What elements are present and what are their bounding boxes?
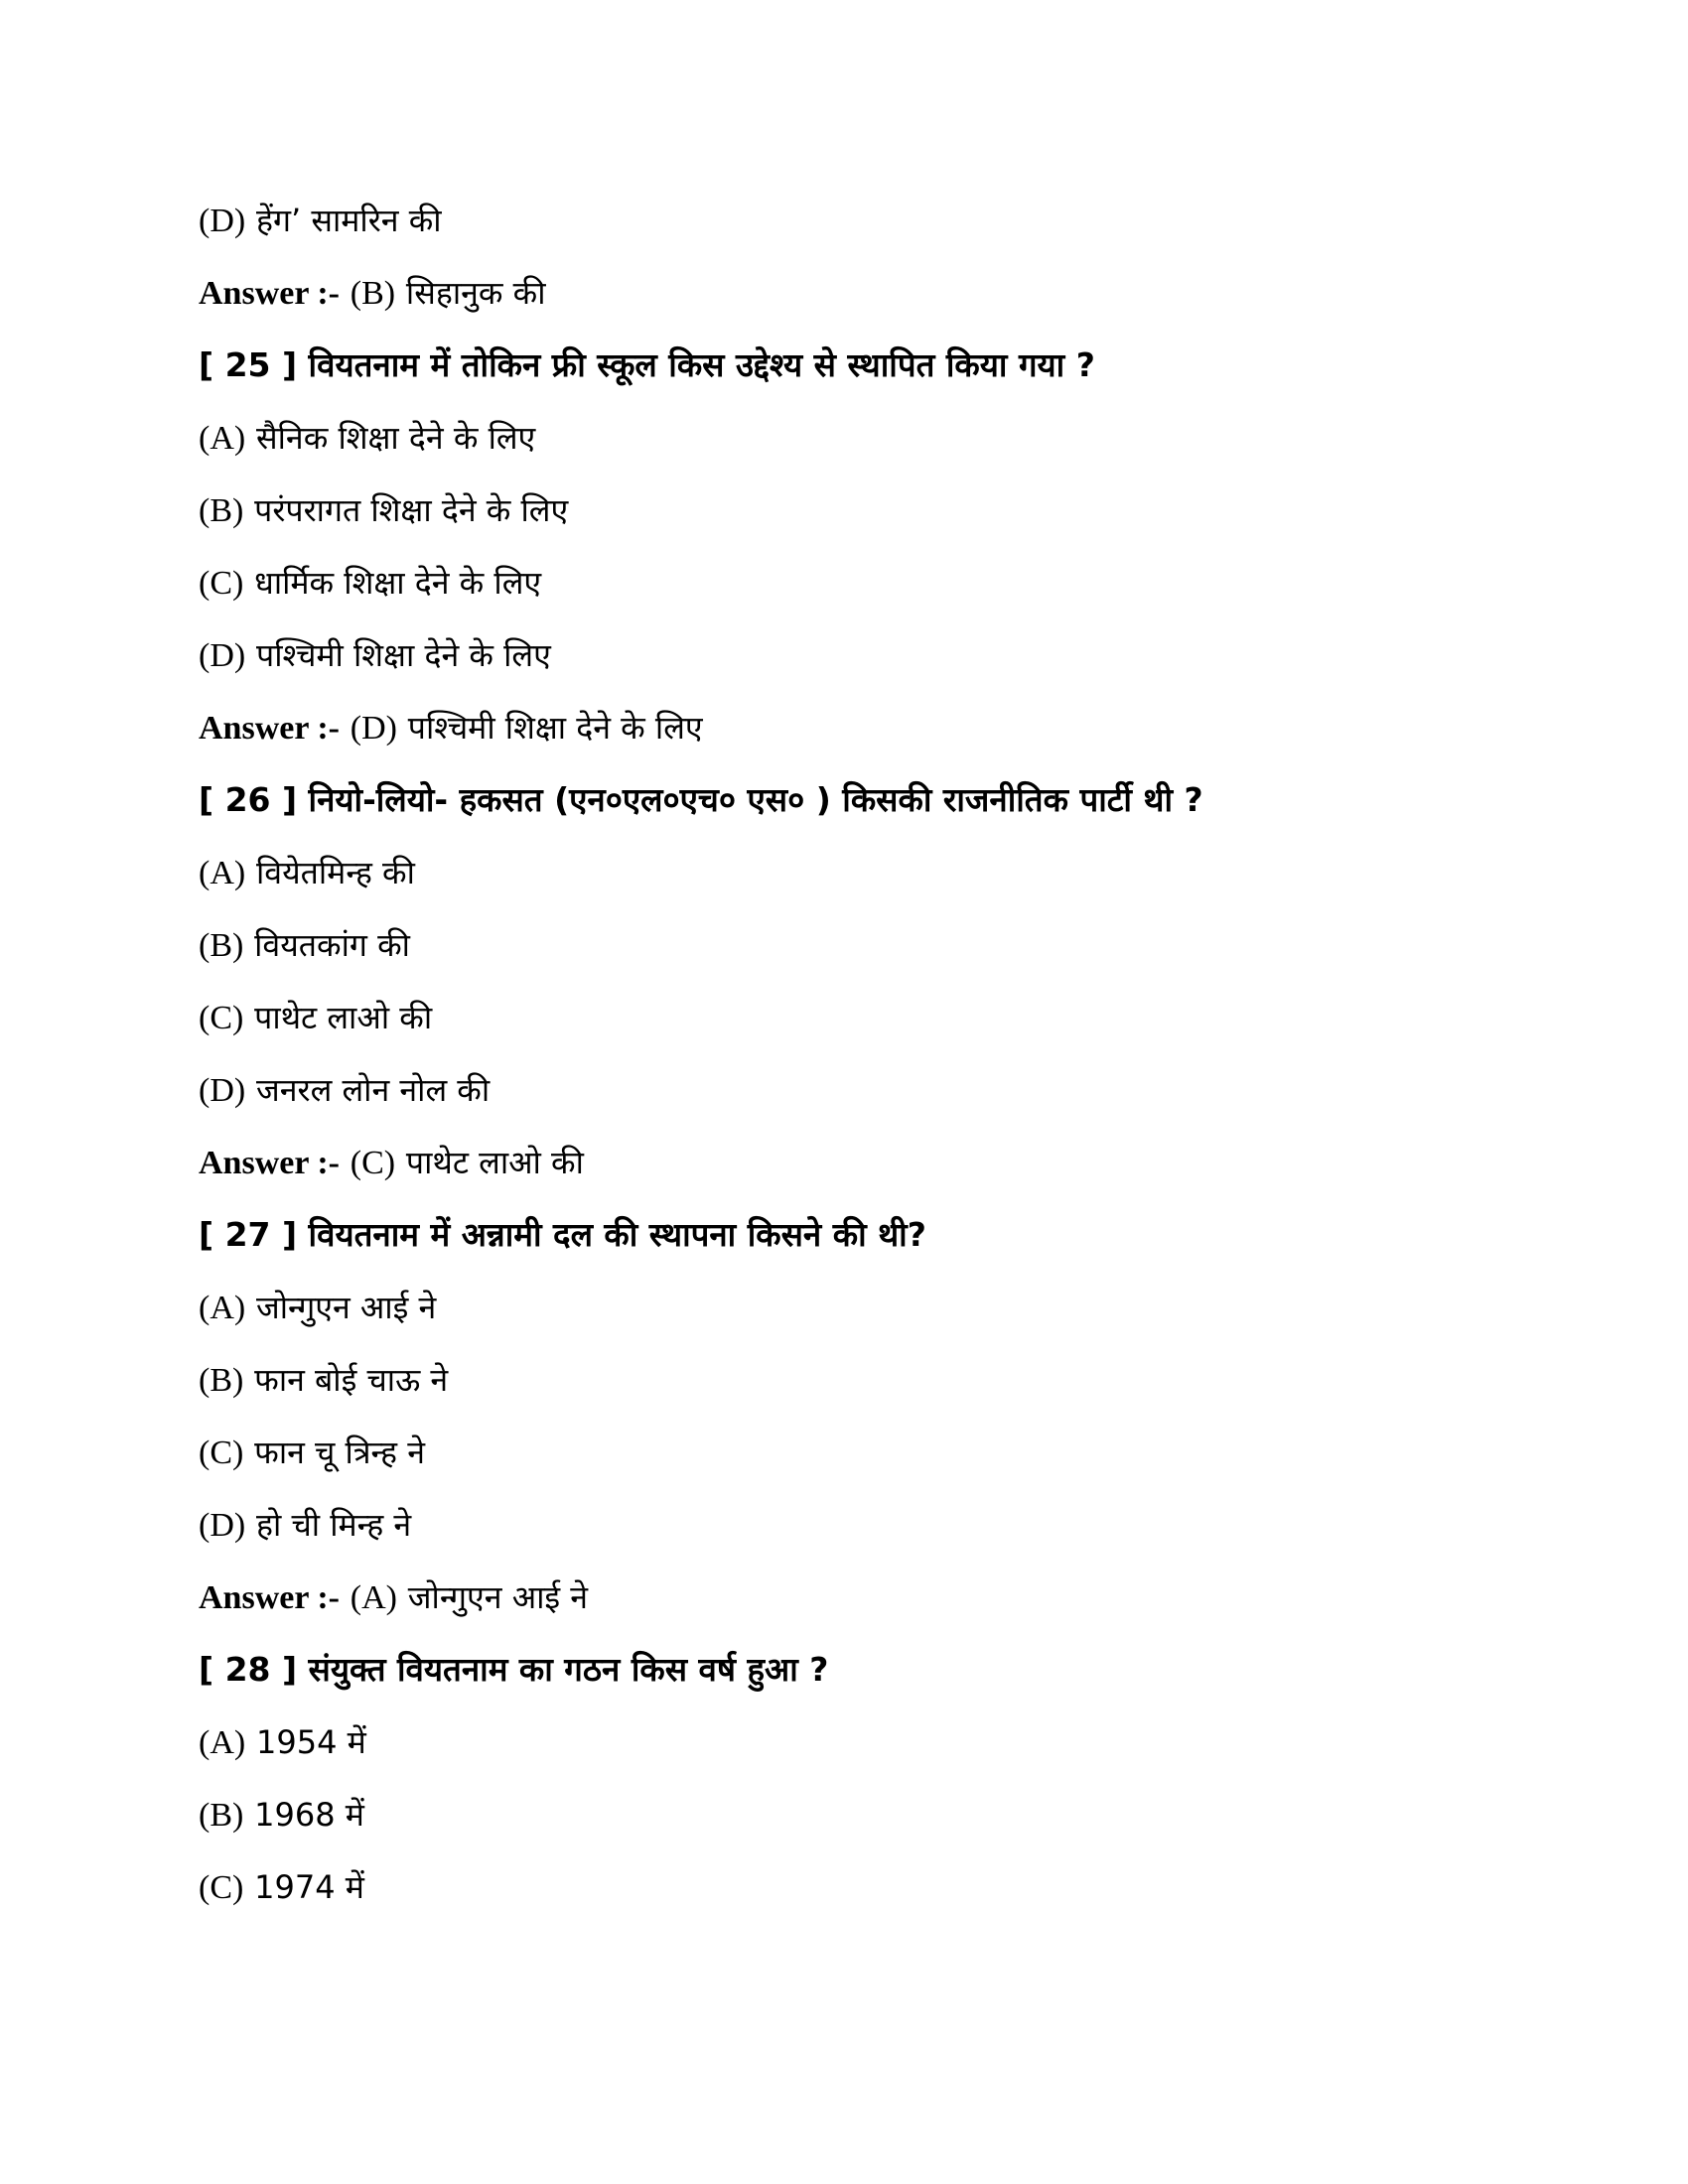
answer-label: Answer :- xyxy=(199,1579,340,1616)
option-text: वियेतमिन्ह की xyxy=(256,854,415,891)
option-line xyxy=(199,1068,490,1113)
option-key: (C) xyxy=(199,1869,244,1906)
option-line xyxy=(199,1865,364,1910)
option-key: (B) xyxy=(199,1797,244,1834)
question-28: [ 28 ] संयुक्त वियतनाम का गठन किस वर्ष हुआ ? xyxy=(199,1650,829,1689)
option-key: (D) xyxy=(199,203,246,239)
option-line xyxy=(199,996,432,1040)
option-line xyxy=(199,488,568,533)
answer-line xyxy=(199,706,703,751)
question-25: [ 25 ] वियतनाम में तोकिन फ्री स्कूल किस उद्देश्य से स्थापित किया गया ? xyxy=(199,345,1095,384)
option-text: 1974 में xyxy=(254,1868,364,1906)
option-line xyxy=(199,416,535,461)
option-text: हेंग’ सामरिन की xyxy=(256,202,442,239)
option-line xyxy=(199,1503,411,1548)
option-key: (D) xyxy=(199,1507,246,1544)
answer-text: जोन्गुएन आई ने xyxy=(407,1578,589,1616)
answer-line xyxy=(199,1575,588,1620)
question-26: [ 26 ] नियो-लियो- हकसत (एन०एल०एच० एस० ) किसकी राजनीतिक पार्टी थी ? xyxy=(199,780,1203,819)
answer-key: (D) xyxy=(350,710,397,747)
option-text: पाथेट लाओ की xyxy=(254,999,433,1036)
option-line xyxy=(199,1286,436,1330)
option-text: धार्मिक शिक्षा देने के लिए xyxy=(254,564,542,602)
option-text: वियतकांग की xyxy=(254,926,410,964)
option-key: (B) xyxy=(199,492,244,529)
answer-key: (A) xyxy=(350,1579,397,1616)
option-text: परंपरागत शिक्षा देने के लिए xyxy=(254,491,569,529)
answer-label: Answer :- xyxy=(199,1145,340,1181)
answer-line xyxy=(199,271,546,316)
answer-line xyxy=(199,1141,584,1185)
option-text: जनरल लोन नोल की xyxy=(256,1071,491,1109)
answer-label: Answer :- xyxy=(199,275,340,312)
option-key: (C) xyxy=(199,1000,244,1036)
answer-key: (B) xyxy=(350,275,396,312)
answer-text: सिहानुक की xyxy=(405,274,546,312)
option-key: (B) xyxy=(199,1362,244,1399)
option-text: फान चू त्रिन्ह ने xyxy=(254,1433,425,1471)
option-text: पश्चिमी शिक्षा देने के लिए xyxy=(256,636,551,674)
option-line xyxy=(199,1358,448,1403)
option-key: (D) xyxy=(199,637,246,674)
option-key: (A) xyxy=(199,1290,246,1326)
option-key: (A) xyxy=(199,1724,246,1761)
option-key: (C) xyxy=(199,1434,244,1471)
option-key: (B) xyxy=(199,927,244,964)
option-line xyxy=(199,923,410,968)
option-key: (A) xyxy=(199,420,246,457)
option-line xyxy=(199,1720,366,1765)
answer-text: पश्चिमी शिक्षा देने के लिए xyxy=(407,709,703,747)
option-text: जोन्गुएन आई ने xyxy=(256,1289,437,1326)
option-text: हो ची मिन्ह ने xyxy=(256,1506,412,1544)
option-text: फान बोई चाऊ ने xyxy=(254,1361,449,1399)
option-text: 1954 में xyxy=(256,1723,366,1761)
option-key: (C) xyxy=(199,565,244,602)
answer-text: पाथेट लाओ की xyxy=(405,1144,584,1181)
option-key: (D) xyxy=(199,1072,246,1109)
option-line xyxy=(199,633,551,678)
option-line xyxy=(199,561,541,606)
answer-key: (C) xyxy=(350,1145,396,1181)
option-line xyxy=(199,1793,364,1838)
option-line xyxy=(199,1431,425,1475)
option-text: सैनिक शिक्षा देने के लिए xyxy=(256,419,536,457)
question-27: [ 27 ] वियतनाम में अन्नामी दल की स्थापना किसने की थी? xyxy=(199,1215,926,1254)
answer-label: Answer :- xyxy=(199,710,340,747)
option-line xyxy=(199,851,415,895)
option-text: 1968 में xyxy=(254,1796,364,1834)
option-line xyxy=(199,199,442,243)
option-key: (A) xyxy=(199,855,246,891)
